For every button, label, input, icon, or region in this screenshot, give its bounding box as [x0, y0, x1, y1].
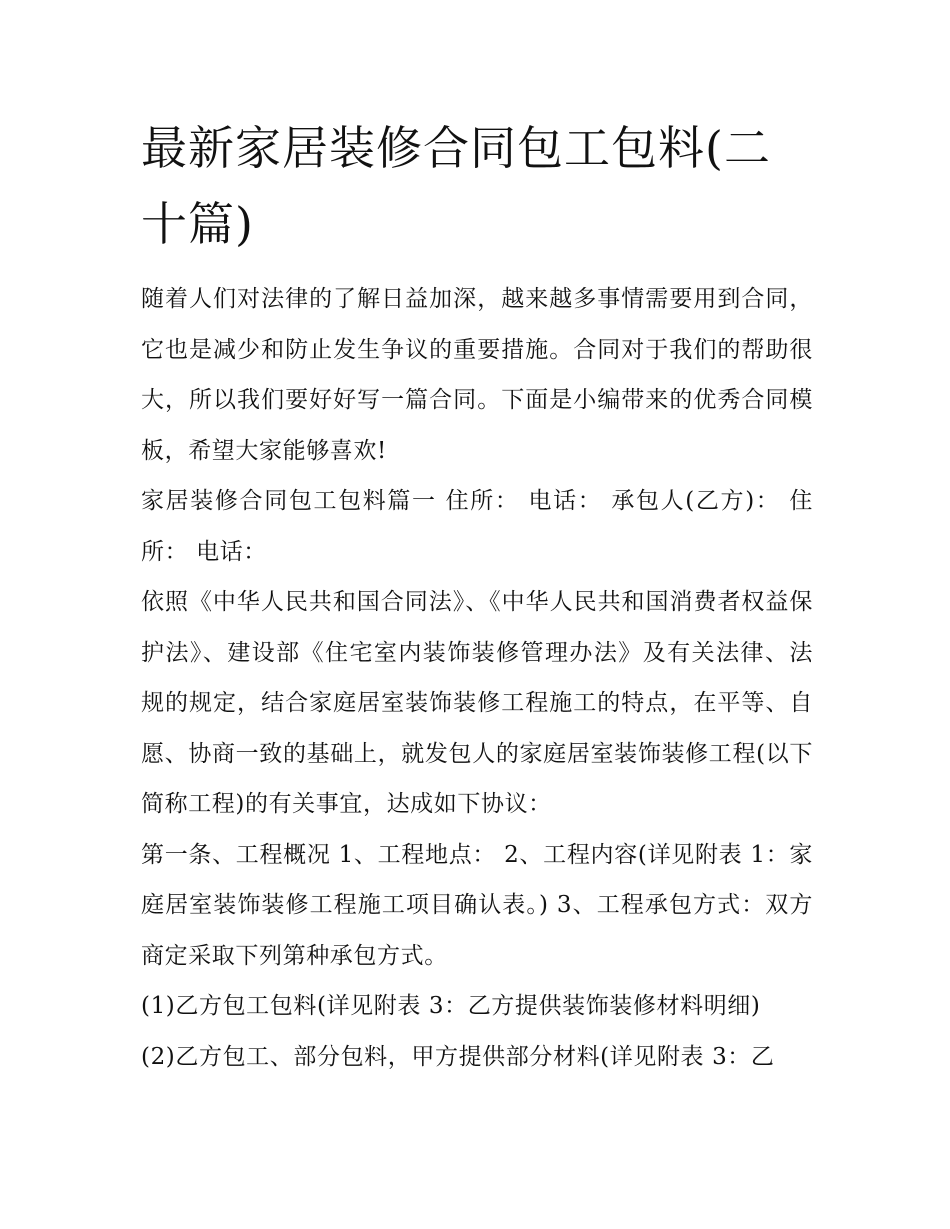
- legal-basis-paragraph: 依照《中华人民共和国合同法》、《中华人民共和国消费者权益保护法》、建设部《住宅室内装饰装修管理办法》及有关法律、法规的规定，结合家庭居室装饰装修工程施工的特点，在平等、自愿、协商一致的基础上，就发包人的家庭居室装饰装修工程(以下简称工程)的有关事宜，达成如下协议：: [141, 589, 813, 817]
- option-one-paragraph: (1)乙方包工包料(详见附表 3：乙方提供装饰装修材料明细): [141, 993, 761, 1019]
- document-body: [141, 110, 813, 1082]
- option-two-paragraph: (2)乙方包工、部分包料，甲方提供部分材料(详见附表 3：乙: [141, 1043, 775, 1070]
- document-title: 最新家居装修合同包工包料(二十篇): [141, 121, 771, 251]
- intro-paragraph: 随着人们对法律的了解日益加深，越来越多事情需要用到合同，它也是减少和防止发生争议的重要措施。合同对于我们的帮助很大，所以我们要好好写一篇合同。下面是小编带来的优秀合同模板，希望大家能够喜欢!: [141, 286, 813, 464]
- article-one-paragraph: 第一条、工程概况 1、工程地点： 2、工程内容(详见附表 1：家庭居室装饰装修工程施工项目确认表。) 3、工程承包方式：双方商定采取下列第种承包方式。: [141, 841, 813, 969]
- party-info-paragraph: 家居装修合同包工包料篇一 住所： 电话： 承包人(乙方)： 住所： 电话：: [141, 488, 813, 565]
